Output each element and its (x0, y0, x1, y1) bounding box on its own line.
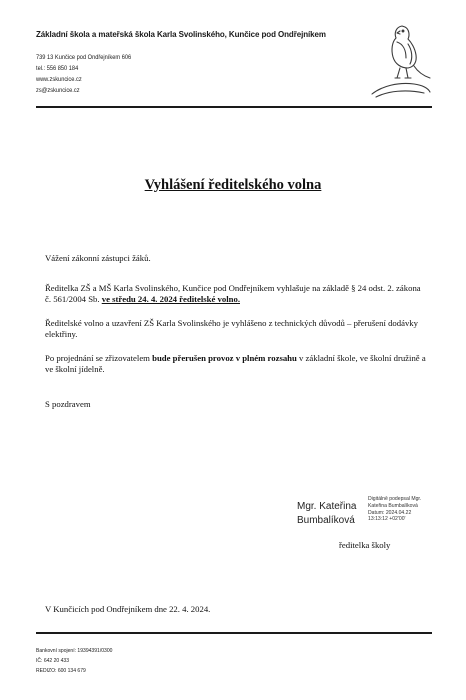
school-web-link[interactable]: www.zskuncice.cz (36, 76, 82, 83)
footer-redizo: REDIZO: 600 134 679 (36, 668, 86, 674)
school-phone: tel.: 556 850 184 (36, 65, 79, 72)
signature-name-line2: Bumbalíková (297, 515, 355, 526)
announcement-paragraph (45, 283, 427, 305)
digital-signature-stamp (368, 496, 421, 523)
closure-text-start: Po projednání se zřizovatelem (45, 353, 153, 363)
school-address: 739 13 Kunčice pod Ondřejníkem 606 (36, 54, 132, 61)
signature-name-line1: Mgr. Kateřina (297, 501, 357, 512)
contact-block (36, 52, 131, 96)
announcement-date-emphasis: ve středu 24. 4. 2024 ředitelské volno. (101, 294, 240, 304)
header-divider (36, 106, 432, 108)
closure-text-bold: bude přerušen provoz v plném rozsahu (152, 353, 297, 363)
closing-regards: S pozdravem (45, 399, 91, 409)
page-title: Vyhlášení ředitelského volna (144, 177, 322, 193)
footer-ico: IČ: 642 20 433 (36, 658, 70, 664)
closure-text-end: v základní škole, ve školní družině a ve školní jídelně. (45, 353, 426, 374)
reason-paragraph (45, 318, 427, 340)
stamp-line: Datum: 2024.04.22 (368, 509, 412, 516)
stamp-line: Digitálně podepsal Mgr. (368, 496, 422, 502)
announcement-text: Ředitelka ZŠ a MŠ Karla Svolinského, Kunčice pod Ondřejníkem vyhlašuje na základě § 24 odst. 2. zákona č. 561/2004 Sb. (45, 283, 421, 304)
school-name: Základní škola a mateřská škola Karla Svolinského, Kunčice pod Ondřejníkem (36, 29, 326, 39)
signatory-role: ředitelka školy (339, 540, 391, 550)
closure-paragraph (45, 353, 427, 375)
reason-text: Ředitelské volno a uzavření ZŠ Karla Svolinského je vyhlášeno z technických důvodů – přerušení dodávky elektřiny. (45, 318, 418, 339)
place-and-date: V Kunčicích pod Ondřejníkem dne 22. 4. 2024. (45, 604, 211, 614)
signature-name (297, 500, 356, 528)
school-email-link[interactable]: zs@zskuncice.cz (36, 87, 80, 94)
footer-bank: Bankovní spojení: 19394391/0300 (36, 648, 113, 654)
greeting: Vážení zákonní zástupci žáků. (45, 253, 151, 263)
footer-block (36, 646, 112, 676)
stamp-line: 13:13:12 +02'00' (368, 516, 406, 523)
school-bird-logo-icon (370, 20, 432, 102)
stamp-line: Kateřina Bumbalíková (368, 502, 418, 509)
footer-divider (36, 632, 432, 634)
